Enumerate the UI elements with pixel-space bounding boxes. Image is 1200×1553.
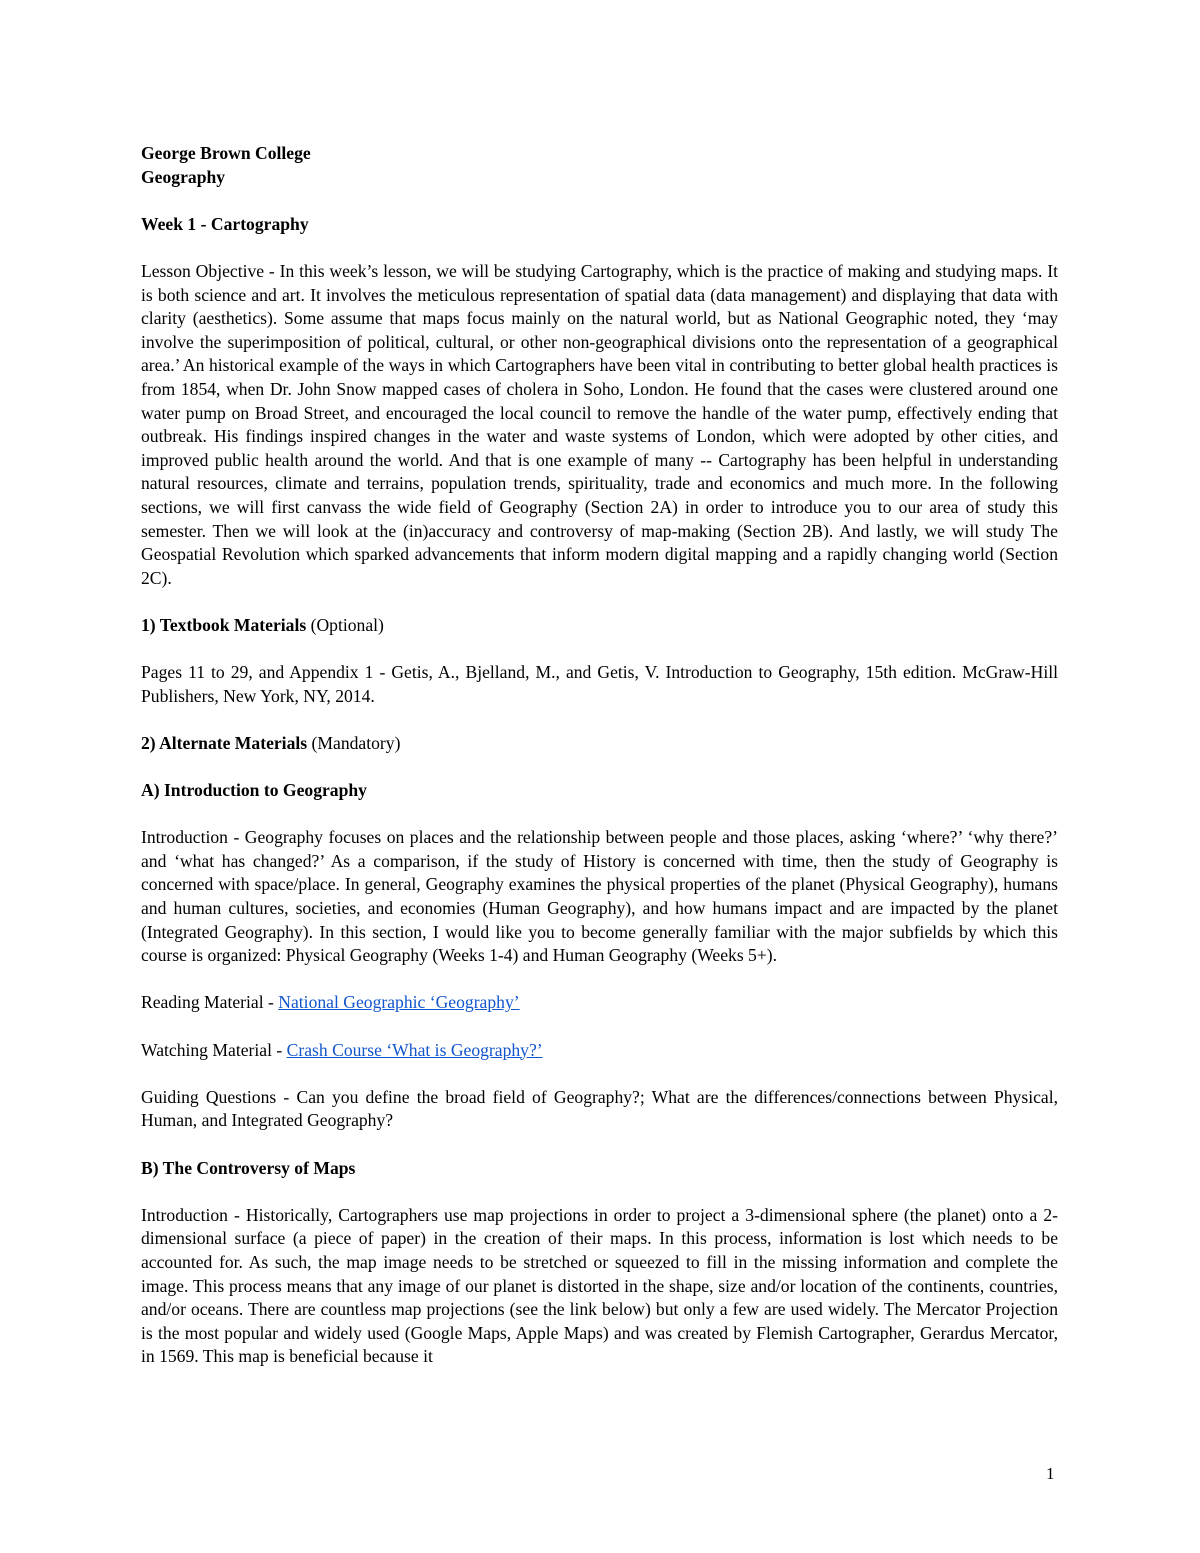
guiding-questions: Guiding Questions - Can you define the broad field of Geography?; What are the differences/connections between Physical, Human, and Integrated Geography? (141, 1086, 1058, 1131)
institution-name: George Brown College (141, 143, 311, 163)
reading-material-label: Reading Material - (141, 992, 279, 1013)
section-a-introduction: Introduction - Geography focuses on places and the relationship between people and those places, asking ‘where?’ ‘why there?’ and ‘what has changed?’ As a comparison, if the study of History is concerned with time, then the study of Geography is concerned with space/place. In general, Geography examines the physical properties of the planet (Physical Geography), humans and human cultures, societies, and economies (Human Geography), and how humans impact and are impacted by the planet (Integrated Geography). In this section, I would like you to become generally familiar with the major subfields by which this course is organized: Physical Geography (Weeks 1-4) and Human Geography (Weeks 5+). (141, 827, 1058, 966)
section-b-introduction: Introduction - Historically, Cartographers use map projections in order to project a 3-dimensional sphere (the planet) onto a 2-dimensional surface (a piece of paper) in the creation of their maps. In this process, information is lost which needs to be accounted for. As such, the map image needs to be stretched or squeezed to fill in the missing information and complete the image. This process means that any image of our planet is distorted in the shape, size and/or location of the continents, countries, and/or oceans. There are countless map projections (see the link below) but only a few are used widely. The Mercator Projection is the most popular and widely used (Google Maps, Apple Maps) and was created by Flemish Cartographer, Gerardus Mercator, in 1569. This map is beneficial because it (141, 1204, 1058, 1367)
week-title: Week 1 - Cartography (141, 213, 309, 234)
lesson-objective-paragraph: Lesson Objective - In this week’s lesson, we will be studying Cartography, which is the practice of making and studying maps. It is both science and art. It involves the meticulous representation of spatial data (data management) and displaying that data with clarity (aesthetics). Some assume that maps focus mainly on the natural world, but as National Geographic noted, they ‘may involve the superimposition of political, cultural, or other non-geographical divisions onto the representation of a geographical area.’ An historical example of the ways in which Cartographers have been vital in contributing to better global health practices is from 1854, when Dr. John Snow mapped cases of cholera in Soho, London. He found that the cases were clustered around one water pump on Broad Street, and encouraged the local council to remove the handle of the water pump, effectively ending that outbreak. His findings inspired changes in the water and waste systems of London, which were adopted by other cities, and improved public health around the world. And that is one example of many -- Cartography has been helpful in understanding natural resources, climate and terrains, population trends, spirituality, trade and economics and much more. In the following sections, we will first canvass the wide field of Geography (Section 2A) in order to introduce you to our area of study this semester. Then we will look at the (in)accuracy and controversy of map-making (Section 2B). And lastly, we will study The Geospatial Revolution which sparked advancements that inform modern digital mapping and a rapidly changing world (Section 2C). (141, 260, 1058, 588)
section-b-heading: B) The Controversy of Maps (141, 1157, 356, 1178)
section-2-heading (141, 732, 1058, 756)
reading-material (141, 991, 1058, 1015)
course-name: Geography (141, 166, 226, 187)
section-2-heading-title: 2) Alternate Materials (141, 732, 308, 753)
document-page (141, 142, 1058, 1369)
textbook-reference: Pages 11 to 29, and Appendix 1 - Getis, A., Bjelland, M., and Getis, V. Introduction to Geography, 15th edition. McGraw-Hill Publishers, New York, NY, 2014. (141, 662, 1058, 706)
section-1-heading (141, 614, 1058, 638)
section-1-heading-title: 1) Textbook Materials (141, 614, 307, 635)
section-2-heading-note: (Mandatory) (311, 732, 401, 753)
national-geographic-link[interactable]: National Geographic ‘Geography’ (278, 992, 520, 1013)
crash-course-link[interactable]: Crash Course ‘What is Geography?’ (286, 1039, 543, 1060)
watching-material-label: Watching Material - (141, 1039, 287, 1060)
watching-material (141, 1039, 1058, 1063)
page-number: 1 (1046, 1464, 1055, 1483)
section-a-heading: A) Introduction to Geography (141, 780, 367, 801)
section-1-heading-note: (Optional) (310, 614, 384, 635)
